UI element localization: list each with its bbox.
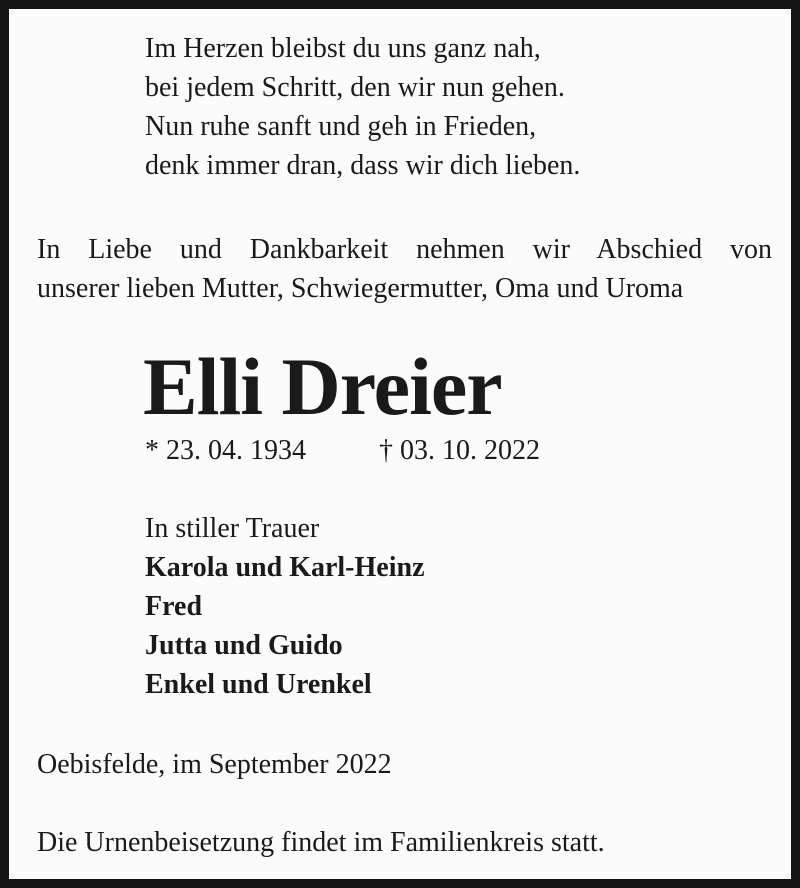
poem-line: denk immer dran, dass wir dich lieben. xyxy=(145,150,581,181)
birth-date: * 23. 04. 1934 xyxy=(145,435,306,466)
mourning-heading: In stiller Trauer xyxy=(145,513,320,544)
mourner-name: Karola und Karl-Heinz xyxy=(145,552,425,583)
death-date: † 03. 10. 2022 xyxy=(379,435,540,466)
deceased-name: Elli Dreier xyxy=(143,341,502,432)
burial-note: Die Urnenbeisetzung findet im Familienkreis statt. xyxy=(37,827,605,858)
mourner-name: Enkel und Urenkel xyxy=(145,669,372,700)
intro-text-line: unserer lieben Mutter, Schwiegermutter, Oma und Uroma xyxy=(37,273,684,304)
mourner-name: Jutta und Guido xyxy=(145,630,343,661)
poem-line: bei jedem Schritt, den wir nun gehen. xyxy=(145,72,565,103)
place-and-date: Oebisfelde, im September 2022 xyxy=(37,749,392,780)
intro-text-line: In Liebe und Dankbarkeit nehmen wir Abschied von xyxy=(37,234,772,265)
poem-line: Nun ruhe sanft und geh in Frieden, xyxy=(145,111,537,142)
mourner-name: Fred xyxy=(145,591,203,622)
poem-line: Im Herzen bleibst du uns ganz nah, xyxy=(145,33,541,64)
